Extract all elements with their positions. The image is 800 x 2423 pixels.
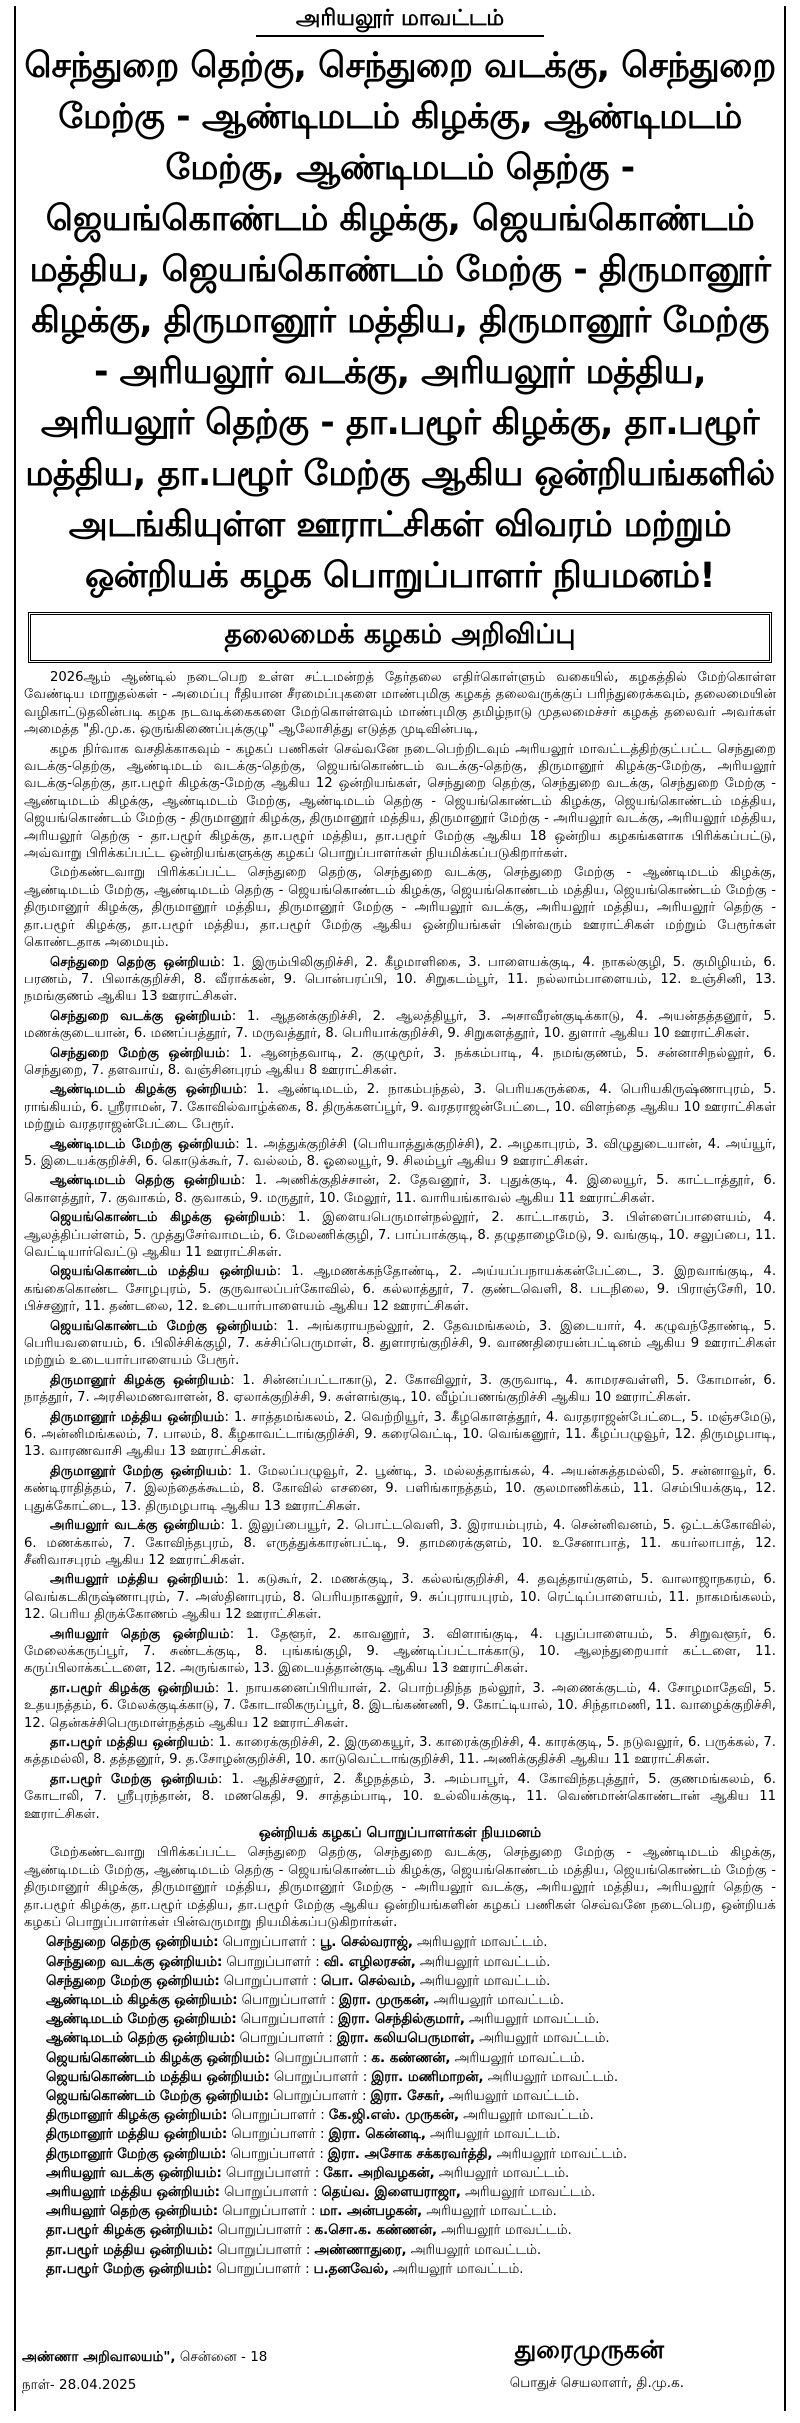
union-villages-item <box>24 1571 776 1623</box>
responsible-union: திருமானூர் கிழக்கு ஒன்றியம்: <box>46 2108 228 2124</box>
responsible-label: பொறுப்பாளர் : <box>231 2127 325 2143</box>
responsible-heading: ஒன்றியக் கழகப் பொறுப்பாளர்கள் நியமனம் <box>258 1825 542 1841</box>
responsible-union: அரியலூர் தெற்கு ஒன்றியம்: <box>46 2204 219 2220</box>
union-name: தா.பழூர் மத்திய ஒன்றியம் <box>50 1734 210 1750</box>
union-villages-item <box>24 1372 776 1407</box>
signatory-designation: பொதுச் செயலாளர், தி.மு.க. <box>509 2375 684 2391</box>
responsible-place: அரியலூர் மாவட்டம். <box>496 2146 628 2162</box>
union-villages-item <box>24 1318 776 1370</box>
union-villages: : 1. சின்னப்பட்டாகாடு, 2. கோவிலூர், 3. குருவாடி, 4. காமரசவள்ளி, 5. கோமான், 6. நாத்தூர், 7. அரசிலமணவாளன், 8. ஏலாக்குறிச்சி, 9. சுள்ளங்குடி, 10. வீழ்ப்பணங்குறிச்சி ஆகிய 10 ஊராட்சிகள். <box>24 1372 776 1406</box>
responsible-row <box>24 2106 776 2125</box>
union-villages: : 1. சாத்தமங்கலம், 2. வெற்றியூர், 3. கீழகொளத்தூர், 4. வரதராஜன்பேட்டை, 5. மஞ்சமேடு, 6. அன்னிமங்கலம், 7. பாலம், 8. கீழகாவட்டாங்குறிச்சி, 9. கரைவெட்டி, 10. வெங்கனூர், 11. கீழப்பழுவூர், 12. திருமழபாடி, 13. வாரணவாசி ஆகிய 13 ஊராட்சிகள். <box>24 1409 776 1460</box>
union-name: தா.பழூர் மேற்கு ஒன்றியம் <box>50 1771 218 1787</box>
responsible-union: அரியலூர் மத்திய ஒன்றியம்: <box>46 2185 220 2201</box>
responsible-union: அரியலூர் வடக்கு ஒன்றியம்: <box>46 2165 222 2181</box>
responsible-name: இரா. முருகன், <box>339 1993 430 2009</box>
responsible-label: பொறுப்பாளர் : <box>230 2146 324 2162</box>
responsible-row <box>24 2087 776 2106</box>
responsible-name: தெய்வ. இளையராஜா, <box>321 2185 461 2201</box>
union-name: தா.பழூர் கிழக்கு ஒன்றியம் <box>50 1680 215 1696</box>
notice-title: தலைமைக் கழகம் அறிவிப்பு <box>224 619 576 650</box>
responsible-name: இரா. கென்னடி, <box>328 2127 426 2143</box>
responsible-row <box>24 2010 776 2029</box>
responsible-row <box>24 2260 776 2279</box>
responsible-label: பொறுப்பாளர் : <box>217 2223 311 2239</box>
responsible-name: மா. அன்பழகன், <box>319 2204 423 2220</box>
union-name: ஆண்டிமடம் மேற்கு ஒன்றியம் <box>50 1136 236 1152</box>
responsible-place: அரியலூர் மாவட்டம். <box>419 1973 551 1989</box>
union-name: ஜெயங்கொண்டம் மத்திய ஒன்றியம் <box>50 1264 277 1280</box>
responsible-label: பொறுப்பாளர் : <box>216 2261 310 2277</box>
union-name: ஜெயங்கொண்டம் மேற்கு ஒன்றியம் <box>50 1318 274 1334</box>
signatory-name: துரைமுருகன் <box>514 2335 664 2364</box>
responsible-name: க. கண்ணன், <box>371 2050 451 2066</box>
responsible-place: அரியலூர் மாவட்டம். <box>426 2204 557 2220</box>
responsible-place: அரியலூர் மாவட்டம். <box>464 2185 596 2201</box>
responsible-label: பொறுப்பாளர் : <box>224 2185 318 2201</box>
union-name: ஆண்டிமடம் கிழக்கு ஒன்றியம் <box>50 1082 243 1098</box>
responsible-union: திருமானூர் மத்திய ஒன்றியம்: <box>46 2127 228 2143</box>
responsible-place: அரியலூர் மாவட்டம். <box>410 2242 542 2258</box>
union-name: அரியலூர் தெற்கு ஒன்றியம் <box>50 1626 230 1642</box>
responsible-place: அரியலூர் மாவட்டம். <box>487 2069 619 2085</box>
responsible-label: பொறுப்பாளர் : <box>273 2069 368 2085</box>
union-villages: : 1. அங்கராயநல்லூர், 2. தேவமங்கலம், 3. இடையார், 4. கழுவந்தோண்டி, 5. பெரியவளையம், 6. பிலிச்சிக்குழி, 7. கச்சிப்பெருமாள், 8. துளாரங்குறிச்சி, 9. வாணதிரையன்பட்டினம் ஆகிய 9 ஊராட்சிகள் மற்றும் உடையார்பாளையம் பேரூர். <box>24 1318 776 1369</box>
responsible-union: திருமானூர் மேற்கு ஒன்றியம்: <box>46 2146 227 2162</box>
responsible-row <box>24 1991 776 2010</box>
responsible-row <box>24 2068 776 2087</box>
responsible-union: ஆண்டிமடம் கிழக்கு ஒன்றியம்: <box>46 1993 238 2009</box>
responsible-row <box>24 2183 776 2202</box>
union-villages-item <box>24 1008 776 1043</box>
responsible-place: அரியலூர் மாவட்டம். <box>454 2050 586 2066</box>
union-villages-item <box>24 1409 776 1461</box>
responsible-union: ஆண்டிமடம் மேற்கு ஒன்றியம்: <box>46 2012 237 2028</box>
union-villages-item <box>24 1463 776 1515</box>
responsible-name: இரா. சேகர், <box>370 2089 445 2105</box>
announcement-body <box>16 669 784 1931</box>
responsible-name: இரா. மணிமாறன், <box>371 2069 484 2085</box>
union-villages: : 1. ஆண்டிமடம், 2. நாகம்பந்தல், 3. பெரியகருக்கை, 4. பெரியகிருஷ்ணாபுரம், 5. ராங்கியம், 6. ஸ்ரீராமன், 7. கோவில்வாழ்க்கை, 8. திருக்களப்பூர், 9. வரதராஜன்பேட்டை, 10. விளந்தை ஆகிய 10 ஊராட்சிகள் மற்றும் வரதராஜன்பேட்டை பேரூர். <box>24 1082 777 1133</box>
responsible-union: தா.பழூர் மேற்கு ஒன்றியம்: <box>46 2261 213 2277</box>
responsible-place: அரியலூர் மாவட்டம். <box>438 2165 570 2181</box>
union-name: செந்துறை வடக்கு ஒன்றியம் <box>50 1008 232 1024</box>
responsible-place: அரியலூர் மாவட்டம். <box>468 2012 600 2028</box>
union-villages: : 1. இளையபெருமாள்நல்லூர், 2. காட்டாகரம், 3. பிள்ளைப்பாளையம், 4. ஆலத்திப்பள்ளம், 5. முத்துசேர்வாமடம், 6. மேலணிக்குழி, 7. பாப்பாக்குடி, 8. தழுதாழைமேடு, 9. வங்குடி, 10. சலுப்பை, 11. வெட்டியார்வெட்டு ஆகிய 11 ஊராட்சிகள். <box>24 1210 776 1260</box>
responsible-row <box>24 1933 776 1952</box>
union-villages: : 1. அணிக்குதிச்சான், 2. தேவனூர், 3. புதுக்குடி, 4. இலையூர், 5. காட்டாத்தூர், 6. கொளத்தூர், 7. குவாகம், 8. குவாகம், 9. மருதூர், 10. மேலூர், 11. வாரியங்காவல் ஆகிய 11 ஊராட்சிகள். <box>24 1173 776 1206</box>
union-villages: : 1. ஆனந்தவாடி, 2. குழுமூர், 3. நக்கம்பாடி, 4. நமங்குணம், 5. சன்னாசிநல்லூர், 6. செந்துறை, 7. தளவாய், 8. வஞ்சினபுரம் ஆகிய 8 ஊராட்சிகள். <box>24 1045 777 1078</box>
union-villages-item <box>24 1626 776 1678</box>
union-villages-item <box>24 1771 776 1823</box>
responsible-union: ஜெயங்கொண்டம் கிழக்கு ஒன்றியம்: <box>46 2050 271 2066</box>
responsible-row <box>24 2241 776 2260</box>
responsible-union: செந்துறை வடக்கு ஒன்றியம்: <box>46 1954 223 1970</box>
responsible-place: அரியலூர் மாவட்டம். <box>392 2261 524 2277</box>
responsible-place: அரியலூர் மாவட்டம். <box>429 2127 561 2143</box>
responsible-union: ஜெயங்கொண்டம் மத்திய ஒன்றியம்: <box>46 2069 270 2085</box>
intro-paragraph: கழக நிர்வாக வசதிக்காகவும் - கழகப் பணிகள் செவ்வனே நடைபெற்றிடவும் அரியலூர் மாவட்டத்திற்குட்பட்ட செந்துறை வடக்கு-தெற்கு, ஆண்டிமடம் வடக்கு-தெற்கு, ஜெயங்கொண்டம் வடக்கு-தெற்கு, திருமானூர் கிழக்கு-மேற்கு, அரியலூர் வடக்கு-தெற்கு, தா.பழூர் கிழக்கு-மேற்கு ஆகிய 12 ஒன்றியங்கள், செந்துறை தெற்கு, செந்துறை வடக்கு, செந்துறை மேற்கு - ஆண்டிமடம் கிழக்கு, ஆண்டிமடம் மேற்கு, ஆண்டிமடம் தெற்கு - ஜெயங்கொண்டம் கிழக்கு, ஜெயங்கொண்டம் மத்திய, ஜெயங்கொண்டம் மேற்கு - திருமானூர் கிழக்கு, திருமானூர் மத்திய, திருமானூர் மேற்கு - அரியலூர் வடக்கு, அரியலூர் மத்திய, அரியலூர் தெற்கு - தா.பழூர் கிழக்கு, தா.பழூர் மத்திய, தா.பழூர் மேற்கு ஆகிய 18 ஒன்றிய கழகங்களாக பிரிக்கப்பட்டு, அவ்வாறு பிரிக்கப்பட்ட ஒன்றியங்களுக்கு கழகப் பொறுப்பாளர்கள் நியமிக்கப்படுகிறார்கள். <box>24 741 776 862</box>
responsible-name: க.சொ.க. கண்ணன், <box>314 2223 438 2239</box>
district-banner <box>16 6 784 37</box>
responsible-intro: மேற்கண்டவாறு பிரிக்கப்பட்ட செந்துறை தெற்கு, செந்துறை வடக்கு, செந்துறை மேற்கு - ஆண்டிமடம் கிழக்கு, ஆண்டிமடம் மேற்கு, ஆண்டிமடம் தெற்கு - ஜெயங்கொண்டம் கிழக்கு, ஜெயங்கொண்டம் மத்திய, ஜெயங்கொண்டம் மேற்கு - திருமானூர் கிழக்கு, திருமானூர் மத்திய, திருமானூர் மேற்கு - அரியலூர் வடக்கு, அரியலூர் மத்திய, அரியலூர் தெற்கு - தா.பழூர் கிழக்கு, தா.பழூர் மத்திய, தா.பழூர் மேற்கு ஆகிய ஒன்றியங்களின் கழகப் பணிகள் செவ்வனே நடைபெற, ஒன்றியக் கழகப் பொறுப்பாளர்கள் பின்வருமாறு நியமிக்கப்படுகிறார்கள். <box>24 1845 776 1931</box>
office-city: சென்னை - 18 <box>179 2349 268 2365</box>
union-villages: : 1. ஆதனக்குறிச்சி, 2. ஆலத்தியூர், 3. அசாவீரன்குடிக்காடு, 4. அயன்தத்தனூர், 5. மணக்குடையான், 6. மணப்பத்தூர், 7. மருவத்தூர், 8. பெரியாக்குறிச்சி, 9. சிறுகளத்தூர், 10. துளார் ஆகிய 10 ஊராட்சிகள். <box>24 1008 776 1042</box>
responsible-row <box>24 2029 776 2048</box>
responsible-label: பொறுப்பாளர் : <box>274 2050 368 2066</box>
responsible-place: அரியலூர் மாவட்டம். <box>433 1993 565 2009</box>
union-villages-item <box>24 1081 776 1133</box>
responsible-place: அரியலூர் மாவட்டம். <box>448 2089 580 2105</box>
office-name: அண்ணா அறிவாலயம்", <box>22 2349 176 2365</box>
responsible-label: பொறுப்பாளர் : <box>225 2165 320 2181</box>
responsible-union: செந்துறை தெற்கு ஒன்றியம்: <box>46 1935 219 1951</box>
union-villages: : 1. நாயகனைப்பிரியாள், 2. பொற்பதிந்த நல்லூர், 3. அணைக்குடம், 4. சோழமாதேவி, 5. உதயநத்தம், 6. மேலக்குடிக்காடு, 7. கோடாலிகருப்பூர், 8. இடங்கண்ணி, 9. கோட்டியால், 10. சிந்தாமணி, 11. வாழைக்குறிச்சி, 12. தென்கச்சிபெருமாள்நத்தம் ஆகிய 12 ஊராட்சிகள். <box>24 1680 776 1731</box>
office-line <box>22 2349 267 2367</box>
union-villages-item <box>24 1172 776 1207</box>
union-villages-item <box>24 1680 776 1732</box>
responsible-label: பொறுப்பாளர் : <box>239 2031 333 2047</box>
responsible-name: பூ. செல்வராஜ், <box>319 1935 413 1951</box>
responsible-row <box>24 1972 776 1991</box>
responsible-place: அரியலூர் மாவட்டம். <box>419 1954 551 1970</box>
responsible-label: பொறுப்பாளர் : <box>222 1935 316 1951</box>
union-villages: : 1. ஆதிச்சனூர், 2. கீழநத்தம், 3. அம்பாபூர், 4. கோவிந்தபுத்தூர், 5. குணமங்கலம், 6. கோடாலி, 7. ஸ்ரீபுரந்தான், 8. மணகெதி, 9. சாத்தம்பாடி, 10. உல்லியக்குடி, 11. வெண்மான்கொண்டான் ஆகிய 11 ஊராட்சிகள். <box>24 1771 776 1822</box>
issue-date: நாள்- 28.04.2025 <box>22 2377 137 2393</box>
intro-paragraph: மேற்கண்டவாறு பிரிக்கப்பட்ட செந்துறை தெற்கு, செந்துறை வடக்கு, செந்துறை மேற்கு - ஆண்டிமடம் கிழக்கு, ஆண்டிமடம் மேற்கு, ஆண்டிமடம் தெற்கு - ஜெயங்கொண்டம் கிழக்கு, ஜெயங்கொண்டம் மத்திய, ஜெயங்கொண்டம் மேற்கு - திருமானூர் கிழக்கு, திருமானூர் மத்திய, திருமானூர் மேற்கு - அரியலூர் வடக்கு, அரியலூர் மத்திய, அரியலூர் தெற்கு - தா.பழூர் கிழக்கு, தா.பழூர் மத்திய, தா.பழூர் மேற்கு ஆகிய ஒன்றியங்கள் பின்வரும் ஊராட்சிகள் மற்றும் பேரூர்கள் கொண்டதாக அமையும். <box>24 865 776 951</box>
headline: செந்துறை தெற்கு, செந்துறை வடக்கு, செந்துறை மேற்கு - ஆண்டிமடம் கிழக்கு, ஆண்டிமடம் மேற்கு, ஆண்டிமடம் தெற்கு - ஜெயங்கொண்டம் கிழக்கு, ஜெயங்கொண்டம் மத்திய, ஜெயங்கொண்டம் மேற்கு - திருமானூர் கிழக்கு, திருமானூர் மத்திய, திருமானூர் மேற்கு - அரியலூர் வடக்கு, அரியலூர் மத்திய, அரியலூர் தெற்கு - தா.பழூர் கிழக்கு, தா.பழூர் மத்திய, தா.பழூர் மேற்கு ஆகிய ஒன்றியங்களில் அடங்கியுள்ள ஊராட்சிகள் விவரம் மற்றும் ஒன்றியக் கழக பொறுப்பாளர் நியமனம்! <box>24 46 776 596</box>
union-villages: : 1. இரும்பிலிகுறிச்சி, 2. கீழமாளிகை, 3. பாளையக்குடி, 4. நாகல்குழி, 5. குமிழியம், 6. பரணம், 7. பிலாக்குறிச்சி, 8. வீராக்கன், 9. பொன்பரப்பி, 10. சிறுகடம்பூர், 11. நல்லாம்பாளையம், 12. உஞ்சினி, 13. நமங்குணம் ஆகிய 13 ஊராட்சிகள். <box>24 954 776 1005</box>
responsible-name: கே.ஜி.எஸ். முருகன், <box>328 2108 460 2124</box>
responsible-name: பொ. செல்வம், <box>321 1973 416 1989</box>
notice-title-box <box>28 612 772 663</box>
responsible-label: பொறுப்பாளர் : <box>222 2204 316 2220</box>
footer <box>16 2335 784 2405</box>
responsible-union: தா.பழூர் கிழக்கு ஒன்றியம்: <box>46 2223 214 2239</box>
responsible-row <box>24 2125 776 2144</box>
union-name: திருமானூர் மத்திய ஒன்றியம் <box>50 1409 225 1425</box>
responsible-place: அரியலூர் மாவட்டம். <box>416 1935 548 1951</box>
union-villages-item <box>24 954 776 1006</box>
union-villages-item <box>24 1263 776 1315</box>
responsible-label: பொறுப்பாளர் : <box>241 1993 335 2009</box>
responsible-label: பொறுப்பாளர் : <box>231 2108 325 2124</box>
responsible-union: செந்துறை மேற்கு ஒன்றியம்: <box>46 1973 220 1989</box>
responsible-union: ஜெயங்கொண்டம் மேற்கு ஒன்றியம்: <box>46 2089 270 2105</box>
responsible-name: இரா. அசோக சக்கரவர்த்தி, <box>327 2146 493 2162</box>
responsible-label: பொறுப்பாளர் : <box>223 1973 318 1989</box>
union-name: அரியலூர் மத்திய ஒன்றியம் <box>50 1572 225 1588</box>
responsible-row <box>24 2145 776 2164</box>
responsible-row <box>24 2049 776 2068</box>
responsible-union: ஆண்டிமடம் தெற்கு ஒன்றியம்: <box>46 2031 236 2047</box>
announcement-page <box>14 6 786 2411</box>
intro-paragraph: 2026ஆம் ஆண்டில் நடைபெற உள்ள சட்டமன்றத் தேர்தலை எதிர்கொள்ளும் வகையில், கழகத்தில் மேற்கொள்ள வேண்டிய மாறுதல்கள் - அமைப்பு ரீதியான சீரமைப்புகளை மாண்புமிகு கழகத் தலைவருக்குப் பரிந்துரைக்கவும், தலைமையின் வழிகாட்டுதலின்படி கழக நடவடிக்கைகளை மேற்கொள்ளவும் மாண்புமிகு தமிழ்நாடு முதலமைச்சர் கழகத் தலைவர் அவர்கள் அமைத்த "தி.மு.க. ஒருங்கிணைப்புக்குழு" ஆலோசித்து எடுத்த முடிவின்படி, <box>24 670 776 738</box>
union-name: அரியலூர் வடக்கு ஒன்றியம் <box>50 1518 221 1534</box>
responsible-union: தா.பழூர் மத்திய ஒன்றியம்: <box>46 2242 213 2258</box>
responsible-name: இரா. செந்தில்குமார், <box>338 2012 465 2028</box>
responsible-name: இரா. கலியபெருமாள், <box>336 2031 476 2047</box>
union-villages-item <box>24 1517 776 1569</box>
responsible-name: வி. எழிலரசன், <box>323 1954 416 1970</box>
responsible-name: கோ. அறிவழகன், <box>323 2165 435 2181</box>
union-villages: : 1. மேலப்பழுவூர், 2. பூண்டி, 3. மல்லத்தாங்கல், 4. அயன்சுத்தமல்லி, 5. சன்னாவூர், 6. கண்டிராதித்தம், 7. இலந்தைக்கூடம், 8. கோவில் எசனை, 9. பளிங்காநத்தம், 10. குலமாணிக்கம், 11. செம்பியக்குடி, 12. புதுக்கோட்டை, 13. திருமழபாடி ஆகிய 13 ஊராட்சிகள். <box>24 1463 777 1514</box>
union-villages-item <box>24 1045 776 1080</box>
union-villages: : 1. அத்துக்குறிச்சி (பெரியாத்துக்குறிச்சி), 2. அழகாபுரம், 3. விழுதுடையான், 4. அய்யூர், 5. இடையக்குறிச்சி, 6. கொடுக்கூர், 7. வல்லம், 8. ஓலையூர், 9. சிலம்பூர் ஆகிய 9 ஊராட்சிகள். <box>24 1136 776 1169</box>
union-villages: : 1. ஆமணக்கந்தோண்டி, 2. அய்யப்பநாயக்கன்பேட்டை, 3. இறவாங்குடி, 4. கங்கைகொண்ட சோழபுரம், 5. குருவாலப்பர்கோவில், 6. கல்லாத்தூர், 7. குண்டவெளி, 8. படநிலை, 9. பிராஞ்சேரி, 10. பிச்சனூர், 11. தண்டலை, 12. உடையார்பாளையம் ஆகிய 12 ஊராட்சிகள். <box>24 1264 777 1315</box>
responsible-label: பொறுப்பாளர் : <box>217 2242 311 2258</box>
responsible-name: அண்ணாதுரை, <box>314 2242 407 2258</box>
union-villages: : 1. தேளூர், 2. காவனூர், 3. விளாங்குடி, 4. புதுப்பாளையம், 5. சிறுவளூர், 6. மேலைக்கருப்பூர், 7. சுண்டக்குடி, 8. புங்கங்குழி, 9. ஆண்டிப்பட்டாக்காடு, 10. ஆலந்துறையார் கட்டளை, 11. கருப்பிலாக்கட்டளை, 12. அருங்கால், 13. இடையத்தான்குடி ஆகிய 13 ஊராட்சிகள். <box>24 1626 776 1677</box>
responsible-label: பொறுப்பாளர் : <box>273 2089 367 2105</box>
union-village-list <box>24 954 776 1824</box>
union-name: ஜெயங்கொண்டம் கிழக்கு ஒன்றியம் <box>50 1210 282 1226</box>
responsible-list <box>16 1933 784 2279</box>
responsible-place: அரியலூர் மாவட்டம். <box>441 2223 572 2239</box>
union-villages-item <box>24 1734 776 1769</box>
union-name: ஆண்டிமடம் தெற்கு ஒன்றியம் <box>50 1173 241 1189</box>
union-name: திருமானூர் மேற்கு ஒன்றியம் <box>50 1463 228 1479</box>
responsible-place: அரியலூர் மாவட்டம். <box>463 2108 594 2124</box>
responsible-row <box>24 2202 776 2221</box>
union-villages-item <box>24 1136 776 1171</box>
responsible-place: அரியலூர் மாவட்டம். <box>479 2031 610 2047</box>
responsible-name: ப.தனவேல், <box>313 2261 389 2277</box>
union-name: செந்துறை தெற்கு ஒன்றியம் <box>50 954 221 970</box>
responsible-row <box>24 1953 776 1972</box>
responsible-row <box>24 2164 776 2183</box>
district-title: அரியலூர் மாவட்டம் <box>256 6 544 37</box>
responsible-row <box>24 2221 776 2240</box>
responsible-label: பொறுப்பாளர் : <box>240 2012 335 2028</box>
responsible-label: பொறுப்பாளர் : <box>226 1954 320 1970</box>
union-villages: : 1. கடுகூர், 2. மணக்குடி, 3. கல்லங்குறிச்சி, 4. தவுத்தாய்குளம், 5. வாலாஜாநகரம், 6. வெங்கடகிருஷ்ணாபுரம், 7. அஸ்தினாபுரம், 8. பெரியநாகலூர், 9. சுப்புராயபுரம், 10. ரெட்டிப்பாளையம், 11. நாகமங்கலம், 12. பெரிய திருக்கோணம் ஆகிய 12 ஊராட்சிகள். <box>24 1572 776 1623</box>
union-name: செந்துறை மேற்கு ஒன்றியம் <box>50 1045 226 1061</box>
union-villages: : 1. காரைக்குறிச்சி, 2. இருகையூர், 3. காரைக்குறிச்சி, 4. காரக்குடி, 5. நடுவலூர், 6. பருக்கல், 7. சுத்தமல்லி, 8. தத்தனூர், 9. த.சோழன்குறிச்சி, 10. காடுவெட்டாங்குறிச்சி, 11. அணிக்குதிச்சி ஆகிய 11 ஊராட்சிகள். <box>24 1734 776 1768</box>
union-villages-item <box>24 1209 776 1261</box>
union-villages: : 1. இலுப்பையூர், 2. பொட்டவெளி, 3. இராயம்புரம், 4. சென்னிவனம், 5. ஒட்டக்கோவில், 6. மணக்கால், 7. கோவிந்தபுரம், 8. எருத்துக்காரன்பட்டி, 9. தாமரைக்குளம், 10. உசேனாபாத், 11. கயர்லாபாத், 12. சீனிவாசபுரம் ஆகிய 12 ஊராட்சிகள். <box>24 1518 776 1568</box>
union-name: திருமானூர் கிழக்கு ஒன்றியம் <box>50 1372 231 1388</box>
